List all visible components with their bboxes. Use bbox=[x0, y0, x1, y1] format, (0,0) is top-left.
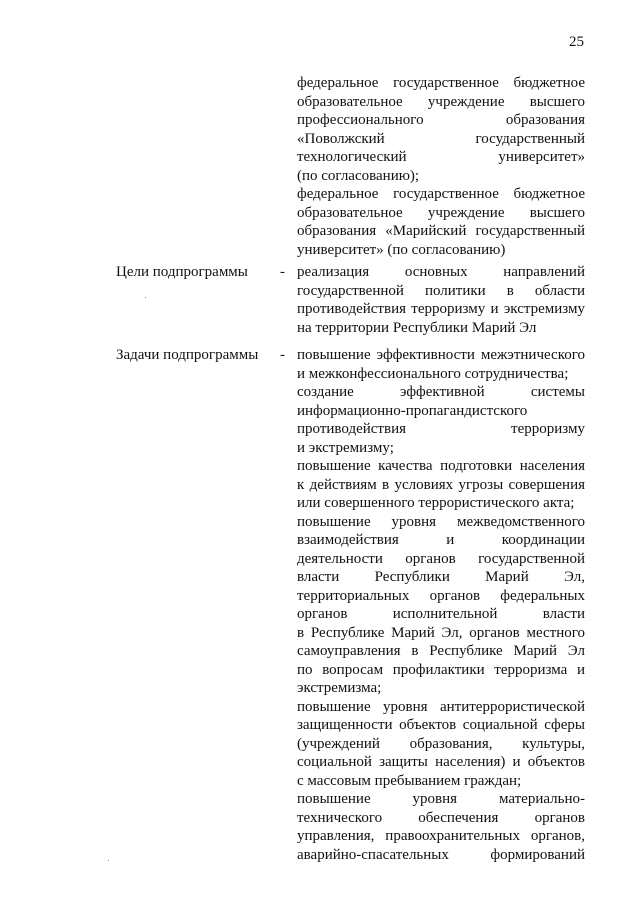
text-line: и межконфессионального сотрудничества; bbox=[297, 365, 569, 382]
text-line: органов исполнительной власти bbox=[297, 606, 585, 622]
text-line: экстремизма; bbox=[297, 680, 382, 696]
text-line: университет» (по согласованию) bbox=[297, 241, 506, 258]
text-line: к действиям в условиях угрозы совершения bbox=[297, 476, 585, 493]
text-line: противодействия терроризму bbox=[297, 421, 585, 437]
text-line: «Поволжский государственный bbox=[297, 130, 585, 147]
text-line: аварийно-спасательных формирований bbox=[297, 846, 585, 863]
text-line: по вопросам профилактики терроризма и bbox=[297, 661, 585, 678]
goals-dash: - bbox=[280, 264, 285, 280]
text-line: государственной политики в области bbox=[297, 282, 585, 299]
text-line: территориальных органов федеральных bbox=[297, 587, 585, 604]
text-line: на территории Республики Марий Эл bbox=[297, 319, 537, 336]
text-line: федеральное государственное бюджетное bbox=[297, 75, 585, 91]
text-line: информационно-пропагандистского bbox=[297, 402, 528, 419]
text-line: деятельности органов государственной bbox=[297, 550, 585, 567]
text-line: повышение качества подготовки населения bbox=[297, 458, 585, 474]
text-line: повышение уровня материально- bbox=[297, 791, 585, 807]
page-number: 25 bbox=[569, 34, 584, 50]
text-line: управления, правоохранительных органов, bbox=[297, 828, 585, 844]
tasks-text bbox=[297, 346, 585, 864]
tasks-dash: - bbox=[280, 347, 285, 363]
text-line: самоуправления в Республике Марий Эл bbox=[297, 643, 585, 659]
executors-continuation bbox=[297, 74, 585, 259]
tasks-label: Задачи подпрограммы bbox=[116, 347, 259, 363]
scan-speck bbox=[145, 297, 146, 298]
text-line: в Республике Марий Эл, органов местного bbox=[297, 624, 585, 641]
text-line: или совершенного террористического акта; bbox=[297, 495, 575, 511]
text-line: технологический университет» bbox=[297, 149, 585, 165]
text-line: профессионального образования bbox=[297, 112, 585, 128]
text-line: (по согласованию); bbox=[297, 167, 420, 184]
text-line: реализация основных направлений bbox=[297, 264, 585, 280]
text-line: образования «Марийский государственный bbox=[297, 223, 585, 239]
text-line: образовательное учреждение высшего bbox=[297, 204, 585, 221]
goals-text bbox=[297, 263, 585, 337]
text-line: повышение уровня межведомственного bbox=[297, 513, 585, 530]
text-line: образовательное учреждение высшего bbox=[297, 93, 585, 110]
text-line: повышение эффективности межэтнического bbox=[297, 347, 585, 363]
text-line: с массовым пребыванием граждан; bbox=[297, 772, 522, 789]
text-line: и экстремизму; bbox=[297, 439, 394, 456]
goals-label: Цели подпрограммы bbox=[116, 264, 248, 280]
scan-speck bbox=[108, 860, 109, 861]
text-line: противодействия терроризму и экстремизму bbox=[297, 301, 585, 317]
text-line: защищенности объектов социальной сферы bbox=[297, 717, 585, 733]
text-line: (учреждений образования, культуры, bbox=[297, 735, 585, 752]
text-line: федеральное государственное бюджетное bbox=[297, 186, 585, 202]
text-line: повышение уровня антитеррористической bbox=[297, 698, 585, 715]
text-line: власти Республики Марий Эл, bbox=[297, 569, 585, 585]
text-line: создание эффективной системы bbox=[297, 384, 585, 400]
text-line: социальной защиты населения) и объектов bbox=[297, 754, 585, 770]
text-line: технического обеспечения органов bbox=[297, 809, 585, 826]
text-line: взаимодействия и координации bbox=[297, 532, 585, 548]
